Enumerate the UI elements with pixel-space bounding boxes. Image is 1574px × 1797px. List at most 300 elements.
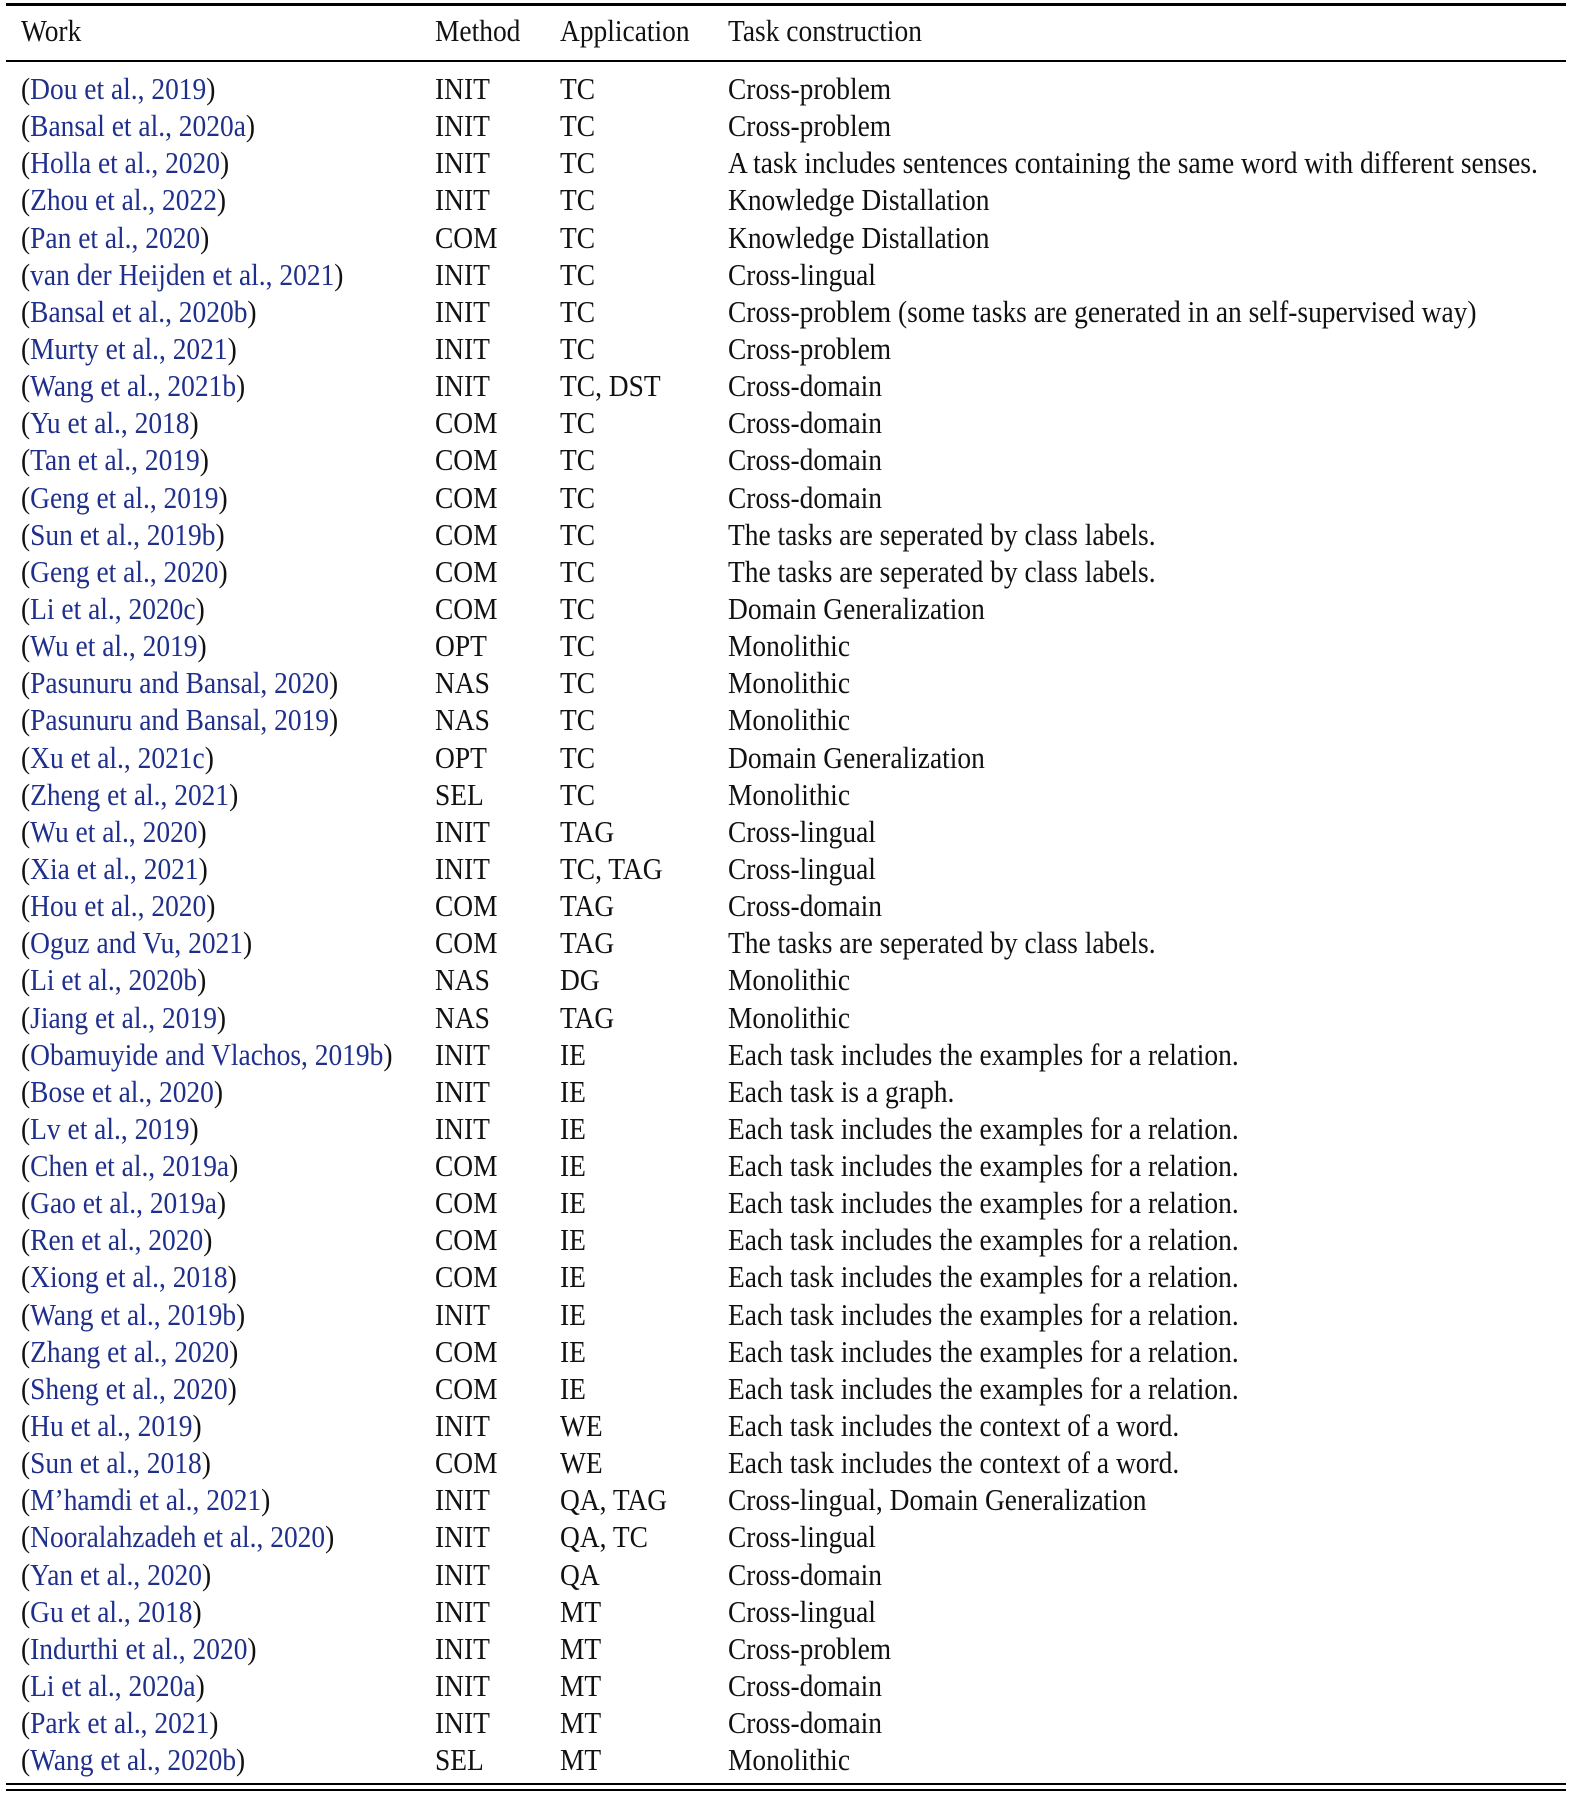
close-paren: ) bbox=[198, 851, 208, 886]
application-cell: TC bbox=[560, 703, 596, 738]
task-construction-cell: Each task includes the examples for a relation. bbox=[728, 1223, 1239, 1258]
method-cell: INIT bbox=[435, 814, 490, 849]
task-construction-cell: Cross-domain bbox=[728, 443, 883, 478]
work-cell bbox=[21, 331, 237, 368]
task-construction-cell: Knowledge Distallation bbox=[728, 183, 990, 218]
table-row bbox=[0, 368, 1574, 405]
work-cell bbox=[21, 814, 207, 851]
application-cell: IE bbox=[560, 1334, 586, 1369]
citation-link[interactable]: Ren et al., 2020 bbox=[30, 1223, 204, 1258]
task-construction-cell: Cross-domain bbox=[728, 1706, 883, 1741]
close-paren: ) bbox=[334, 257, 344, 292]
close-paren: ) bbox=[261, 1483, 271, 1518]
application-cell: QA, TC bbox=[560, 1520, 648, 1555]
open-paren: ( bbox=[21, 1706, 31, 1741]
work-cell bbox=[21, 1408, 202, 1445]
task-construction-cell: Each task includes the examples for a relation. bbox=[728, 1297, 1239, 1332]
close-paren: ) bbox=[236, 1743, 246, 1778]
method-cell: COM bbox=[435, 480, 498, 515]
citation-link[interactable]: Nooralahzadeh et al., 2020 bbox=[30, 1520, 326, 1555]
citation-link[interactable]: Xia et al., 2021 bbox=[30, 851, 199, 886]
task-construction-cell: Cross-lingual bbox=[728, 814, 876, 849]
citation-link[interactable]: Yan et al., 2020 bbox=[30, 1557, 202, 1592]
task-construction-cell: Each task includes the examples for a relation. bbox=[728, 1371, 1239, 1406]
close-paren: ) bbox=[229, 777, 239, 812]
work-cell bbox=[21, 182, 226, 219]
method-cell: INIT bbox=[435, 1483, 490, 1518]
application-cell: MT bbox=[560, 1743, 602, 1778]
task-construction-cell: Cross-domain bbox=[728, 480, 883, 515]
work-cell bbox=[21, 888, 215, 925]
task-construction-cell: Cross-problem bbox=[728, 1631, 892, 1666]
citation-link[interactable]: Li et al., 2020b bbox=[30, 963, 198, 998]
close-paren: ) bbox=[329, 703, 339, 738]
table-row bbox=[0, 1482, 1574, 1519]
table-row bbox=[0, 1594, 1574, 1631]
citation-link[interactable]: Pasunuru and Bansal, 2020 bbox=[30, 666, 330, 701]
close-paren: ) bbox=[189, 406, 199, 441]
open-paren: ( bbox=[21, 777, 31, 812]
open-paren: ( bbox=[21, 1297, 31, 1332]
task-construction-cell: The tasks are seperated by class labels. bbox=[728, 554, 1156, 589]
task-construction-cell: Cross-domain bbox=[728, 1557, 883, 1592]
open-paren: ( bbox=[21, 554, 31, 589]
work-cell bbox=[21, 257, 343, 294]
method-cell: COM bbox=[435, 1223, 498, 1258]
open-paren: ( bbox=[21, 257, 31, 292]
table-row bbox=[0, 442, 1574, 479]
method-cell: INIT bbox=[435, 1297, 490, 1332]
close-paren: ) bbox=[247, 294, 257, 329]
task-construction-cell: Cross-lingual, Domain Generalization bbox=[728, 1483, 1147, 1518]
citation-link[interactable]: Murty et al., 2021 bbox=[30, 331, 228, 366]
close-paren: ) bbox=[206, 889, 216, 924]
citation-link[interactable]: Park et al., 2021 bbox=[30, 1706, 210, 1741]
open-paren: ( bbox=[21, 814, 31, 849]
work-cell bbox=[21, 1000, 226, 1037]
close-paren: ) bbox=[245, 109, 256, 144]
header-application: Application bbox=[560, 14, 690, 48]
citation-link[interactable]: Holla et al., 2020 bbox=[30, 146, 220, 181]
method-cell: NAS bbox=[435, 703, 490, 738]
method-cell: NAS bbox=[435, 963, 490, 998]
table-row bbox=[0, 108, 1574, 145]
table-row bbox=[0, 777, 1574, 814]
work-cell bbox=[21, 1111, 199, 1148]
task-construction-cell: The tasks are seperated by class labels. bbox=[728, 926, 1156, 961]
task-construction-cell: Each task includes the examples for a relation. bbox=[728, 1149, 1239, 1184]
citation-link[interactable]: Wu et al., 2019 bbox=[30, 629, 198, 664]
task-construction-cell: Monolithic bbox=[728, 1000, 851, 1035]
table-row bbox=[0, 257, 1574, 294]
open-paren: ( bbox=[21, 1149, 31, 1184]
application-cell: IE bbox=[560, 1260, 586, 1295]
method-cell: COM bbox=[435, 406, 498, 441]
work-cell bbox=[21, 1297, 245, 1334]
task-construction-cell: The tasks are seperated by class labels. bbox=[728, 517, 1156, 552]
application-cell: TC bbox=[560, 443, 596, 478]
method-cell: INIT bbox=[435, 331, 490, 366]
method-cell: COM bbox=[435, 1334, 498, 1369]
citation-link[interactable]: Wang et al., 2021b bbox=[30, 369, 237, 404]
open-paren: ( bbox=[21, 1446, 31, 1481]
application-cell: MT bbox=[560, 1669, 602, 1704]
application-cell: TC bbox=[560, 740, 596, 775]
close-paren: ) bbox=[197, 814, 207, 849]
method-cell: INIT bbox=[435, 851, 490, 886]
method-cell: INIT bbox=[435, 183, 490, 218]
method-cell: INIT bbox=[435, 1669, 490, 1704]
close-paren: ) bbox=[325, 1520, 335, 1555]
application-cell: TAG bbox=[560, 926, 615, 961]
open-paren: ( bbox=[21, 1186, 31, 1221]
method-cell: INIT bbox=[435, 369, 490, 404]
task-construction-cell: Monolithic bbox=[728, 777, 851, 812]
open-paren: ( bbox=[21, 220, 31, 255]
open-paren: ( bbox=[21, 1074, 31, 1109]
close-paren: ) bbox=[192, 1594, 202, 1629]
citation-link[interactable]: Geng et al., 2020 bbox=[30, 554, 219, 589]
open-paren: ( bbox=[21, 1557, 31, 1592]
citation-link[interactable]: Li et al., 2020a bbox=[30, 1669, 196, 1704]
citation-link[interactable]: Sun et al., 2018 bbox=[30, 1446, 202, 1481]
table-row bbox=[0, 405, 1574, 442]
task-construction-cell: Cross-lingual bbox=[728, 1594, 876, 1629]
citation-link[interactable]: Wang et al., 2019b bbox=[30, 1297, 237, 1332]
work-cell bbox=[21, 702, 338, 739]
method-cell: INIT bbox=[435, 109, 490, 144]
table-row bbox=[0, 628, 1574, 665]
close-paren: ) bbox=[329, 666, 339, 701]
citation-link[interactable]: Li et al., 2020c bbox=[30, 591, 196, 626]
work-cell bbox=[21, 1705, 218, 1742]
close-paren: ) bbox=[247, 1631, 257, 1666]
work-cell bbox=[21, 740, 214, 777]
work-cell bbox=[21, 1445, 211, 1482]
table-row bbox=[0, 1074, 1574, 1111]
table-row bbox=[0, 1519, 1574, 1556]
close-paren: ) bbox=[229, 1334, 239, 1369]
open-paren: ( bbox=[21, 629, 31, 664]
work-cell bbox=[21, 1631, 257, 1668]
citation-link[interactable]: Pan et al., 2020 bbox=[30, 220, 201, 255]
task-construction-cell: Each task includes the examples for a relation. bbox=[728, 1037, 1239, 1072]
table-row bbox=[0, 1445, 1574, 1482]
work-cell bbox=[21, 628, 207, 665]
citation-link[interactable]: Pasunuru and Bansal, 2019 bbox=[30, 703, 330, 738]
open-paren: ( bbox=[21, 294, 31, 329]
method-cell: INIT bbox=[435, 1409, 490, 1444]
citation-link[interactable]: Wu et al., 2020 bbox=[30, 814, 198, 849]
close-paren: ) bbox=[216, 1186, 227, 1221]
close-paren: ) bbox=[227, 1371, 237, 1406]
header-row bbox=[0, 13, 1574, 50]
open-paren: ( bbox=[21, 369, 31, 404]
open-paren: ( bbox=[21, 1669, 31, 1704]
citation-link[interactable]: Tan et al., 2019 bbox=[30, 443, 200, 478]
citation-link[interactable]: Gao et al., 2019a bbox=[30, 1186, 217, 1221]
table-row bbox=[0, 294, 1574, 331]
close-paren: ) bbox=[195, 591, 205, 626]
close-paren: ) bbox=[201, 1557, 212, 1592]
work-cell bbox=[21, 442, 209, 479]
application-cell: TAG bbox=[560, 1000, 615, 1035]
open-paren: ( bbox=[21, 591, 31, 626]
close-paren: ) bbox=[197, 629, 207, 664]
method-cell: COM bbox=[435, 1186, 498, 1221]
task-construction-cell: Cross-problem bbox=[728, 109, 892, 144]
citation-link[interactable]: Jiang et al., 2019 bbox=[30, 1000, 217, 1035]
work-cell bbox=[21, 1371, 237, 1408]
open-paren: ( bbox=[21, 146, 31, 181]
application-cell: IE bbox=[560, 1149, 586, 1184]
work-cell bbox=[21, 591, 205, 628]
table-row bbox=[0, 925, 1574, 962]
work-cell bbox=[21, 962, 206, 999]
table-row bbox=[0, 1705, 1574, 1742]
application-cell: TC bbox=[560, 294, 596, 329]
citation-link[interactable]: Sheng et al., 2020 bbox=[30, 1371, 228, 1406]
open-paren: ( bbox=[21, 1111, 31, 1146]
work-cell bbox=[21, 108, 255, 145]
task-construction-cell: Each task includes the context of a word. bbox=[728, 1409, 1180, 1444]
close-paren: ) bbox=[197, 963, 207, 998]
method-cell: COM bbox=[435, 1371, 498, 1406]
work-cell bbox=[21, 777, 238, 814]
citation-link[interactable]: Obamuyide and Vlachos, 2019b bbox=[30, 1037, 384, 1072]
method-cell: COM bbox=[435, 1260, 498, 1295]
table-row bbox=[0, 331, 1574, 368]
top-rule bbox=[6, 3, 1566, 6]
application-cell: DG bbox=[560, 963, 600, 998]
table-row bbox=[0, 1334, 1574, 1371]
close-paren: ) bbox=[189, 1111, 199, 1146]
application-cell: TC bbox=[560, 777, 596, 812]
close-paren: ) bbox=[216, 1000, 227, 1035]
table-row bbox=[0, 517, 1574, 554]
application-cell: TAG bbox=[560, 889, 615, 924]
table-row bbox=[0, 1631, 1574, 1668]
application-cell: TC bbox=[560, 554, 596, 589]
table-row bbox=[0, 740, 1574, 777]
table-row bbox=[0, 1148, 1574, 1185]
task-construction-cell: Cross-domain bbox=[728, 889, 883, 924]
application-cell: MT bbox=[560, 1594, 602, 1629]
close-paren: ) bbox=[203, 1223, 213, 1258]
bottom-rule-1 bbox=[6, 1783, 1566, 1785]
citation-link[interactable]: Geng et al., 2019 bbox=[30, 480, 219, 515]
application-cell: TC bbox=[560, 480, 596, 515]
table-row bbox=[0, 814, 1574, 851]
application-cell: IE bbox=[560, 1371, 586, 1406]
table-row bbox=[0, 182, 1574, 219]
table-row bbox=[0, 554, 1574, 591]
citation-link[interactable]: Yu et al., 2018 bbox=[30, 406, 190, 441]
close-paren: ) bbox=[206, 72, 216, 106]
task-construction-cell: Cross-problem bbox=[728, 72, 892, 106]
method-cell: COM bbox=[435, 926, 498, 961]
close-paren: ) bbox=[215, 517, 225, 552]
citation-link[interactable]: Bose et al., 2020 bbox=[30, 1074, 214, 1109]
table-row bbox=[0, 1111, 1574, 1148]
method-cell: INIT bbox=[435, 1706, 490, 1741]
method-cell: COM bbox=[435, 591, 498, 626]
citation-link[interactable]: Indurthi et al., 2020 bbox=[30, 1631, 248, 1666]
method-cell: INIT bbox=[435, 257, 490, 292]
method-cell: COM bbox=[435, 517, 498, 552]
work-cell bbox=[21, 220, 209, 257]
open-paren: ( bbox=[21, 926, 31, 961]
close-paren: ) bbox=[199, 443, 209, 478]
application-cell: TC bbox=[560, 666, 596, 701]
work-cell bbox=[21, 1594, 202, 1631]
close-paren: ) bbox=[200, 220, 210, 255]
citation-link[interactable]: Gu et al., 2018 bbox=[30, 1594, 193, 1629]
application-cell: TC bbox=[560, 629, 596, 664]
close-paren: ) bbox=[195, 1669, 205, 1704]
task-construction-cell: Monolithic bbox=[728, 703, 851, 738]
close-paren: ) bbox=[236, 369, 246, 404]
citation-link[interactable]: Zhang et al., 2020 bbox=[30, 1334, 230, 1369]
table-row bbox=[0, 851, 1574, 888]
method-cell: NAS bbox=[435, 666, 490, 701]
method-cell: COM bbox=[435, 1446, 498, 1481]
task-construction-cell: Each task includes the examples for a relation. bbox=[728, 1260, 1239, 1295]
application-cell: IE bbox=[560, 1111, 586, 1146]
open-paren: ( bbox=[21, 517, 31, 552]
header-task-construction: Task construction bbox=[728, 14, 923, 48]
close-paren: ) bbox=[227, 331, 237, 366]
table-row bbox=[0, 1037, 1574, 1074]
citation-link[interactable]: Xu et al., 2021c bbox=[30, 740, 205, 775]
method-cell: SEL bbox=[435, 1743, 484, 1778]
work-cell bbox=[21, 480, 228, 517]
task-construction-cell: Monolithic bbox=[728, 666, 851, 701]
close-paren: ) bbox=[209, 1706, 219, 1741]
open-paren: ( bbox=[21, 331, 31, 366]
application-cell: IE bbox=[560, 1037, 586, 1072]
open-paren: ( bbox=[21, 963, 31, 998]
task-construction-cell: Each task includes the examples for a relation. bbox=[728, 1334, 1239, 1369]
application-cell: TC bbox=[560, 406, 596, 441]
open-paren: ( bbox=[21, 1037, 31, 1072]
application-cell: MT bbox=[560, 1706, 602, 1741]
method-cell: INIT bbox=[435, 146, 490, 181]
open-paren: ( bbox=[21, 443, 31, 478]
table-row bbox=[0, 702, 1574, 739]
open-paren: ( bbox=[21, 1409, 31, 1444]
method-cell: INIT bbox=[435, 1520, 490, 1555]
application-cell: TC bbox=[560, 146, 596, 181]
application-cell: TC bbox=[560, 72, 596, 106]
application-cell: TC bbox=[560, 183, 596, 218]
open-paren: ( bbox=[21, 480, 31, 515]
citation-link[interactable]: Oguz and Vu, 2021 bbox=[30, 926, 244, 961]
citation-link[interactable]: Hu et al., 2019 bbox=[30, 1409, 193, 1444]
close-paren: ) bbox=[236, 1297, 246, 1332]
table-row bbox=[0, 1259, 1574, 1296]
table-row bbox=[0, 1408, 1574, 1445]
work-cell bbox=[21, 1259, 237, 1296]
citation-link[interactable]: Bansal et al., 2020a bbox=[30, 109, 246, 144]
task-construction-cell: Monolithic bbox=[728, 629, 851, 664]
close-paren: ) bbox=[218, 480, 228, 515]
work-cell bbox=[21, 405, 199, 442]
citation-link[interactable]: Sun et al., 2019b bbox=[30, 517, 216, 552]
method-cell: INIT bbox=[435, 1631, 490, 1666]
task-construction-cell: Cross-domain bbox=[728, 406, 883, 441]
table-row bbox=[0, 888, 1574, 925]
citation-link[interactable]: Zhou et al., 2022 bbox=[30, 183, 217, 218]
citation-link[interactable]: M’hamdi et al., 2021 bbox=[30, 1483, 262, 1518]
close-paren: ) bbox=[204, 740, 214, 775]
work-cell bbox=[21, 294, 257, 331]
task-construction-cell: Domain Generalization bbox=[728, 740, 985, 775]
citation-link[interactable]: Xiong et al., 2018 bbox=[30, 1260, 228, 1295]
task-construction-cell: Domain Generalization bbox=[728, 591, 985, 626]
task-construction-cell: Cross-lingual bbox=[728, 1520, 876, 1555]
table-row bbox=[0, 665, 1574, 702]
work-cell bbox=[21, 1185, 226, 1222]
work-cell bbox=[21, 517, 225, 554]
citation-link[interactable]: Zheng et al., 2021 bbox=[30, 777, 230, 812]
work-cell bbox=[21, 554, 228, 591]
open-paren: ( bbox=[21, 1223, 31, 1258]
task-construction-cell: Cross-domain bbox=[728, 369, 883, 404]
application-cell: MT bbox=[560, 1631, 602, 1666]
task-construction-cell: Knowledge Distallation bbox=[728, 220, 990, 255]
work-cell bbox=[21, 1334, 238, 1371]
bottom-rule-2 bbox=[6, 1789, 1566, 1791]
open-paren: ( bbox=[21, 889, 31, 924]
citation-link[interactable]: Wang et al., 2020b bbox=[30, 1743, 237, 1778]
open-paren: ( bbox=[21, 1334, 31, 1369]
method-cell: INIT bbox=[435, 72, 490, 106]
method-cell: INIT bbox=[435, 1594, 490, 1629]
task-construction-cell: Each task includes the examples for a relation. bbox=[728, 1111, 1239, 1146]
application-cell: TC, TAG bbox=[560, 851, 663, 886]
work-cell bbox=[21, 1074, 223, 1111]
citation-link[interactable]: van der Heijden et al., 2021 bbox=[30, 257, 335, 292]
close-paren: ) bbox=[201, 1446, 211, 1481]
citation-link[interactable]: Chen et al., 2019a bbox=[30, 1149, 230, 1184]
method-cell: INIT bbox=[435, 1074, 490, 1109]
application-cell: WE bbox=[560, 1446, 603, 1481]
task-construction-cell: Cross-problem (some tasks are generated in an self-supervised way) bbox=[728, 294, 1477, 329]
method-cell: INIT bbox=[435, 1557, 490, 1592]
citation-link[interactable]: Lv et al., 2019 bbox=[30, 1111, 190, 1146]
method-cell: COM bbox=[435, 220, 498, 255]
application-cell: TC bbox=[560, 591, 596, 626]
application-cell: TAG bbox=[560, 814, 615, 849]
work-cell bbox=[21, 1519, 334, 1556]
open-paren: ( bbox=[21, 72, 31, 106]
citation-link[interactable]: Dou et al., 2019 bbox=[30, 72, 207, 106]
citation-link[interactable]: Bansal et al., 2020b bbox=[30, 294, 248, 329]
application-cell: QA bbox=[560, 1557, 600, 1592]
application-cell: TC bbox=[560, 331, 596, 366]
open-paren: ( bbox=[21, 1743, 31, 1778]
open-paren: ( bbox=[21, 406, 31, 441]
application-cell: IE bbox=[560, 1186, 586, 1221]
citation-link[interactable]: Hou et al., 2020 bbox=[30, 889, 207, 924]
method-cell: SEL bbox=[435, 777, 484, 812]
open-paren: ( bbox=[21, 1631, 31, 1666]
open-paren: ( bbox=[21, 1371, 31, 1406]
open-paren: ( bbox=[21, 1594, 31, 1629]
method-cell: INIT bbox=[435, 1111, 490, 1146]
table-row bbox=[0, 145, 1574, 182]
